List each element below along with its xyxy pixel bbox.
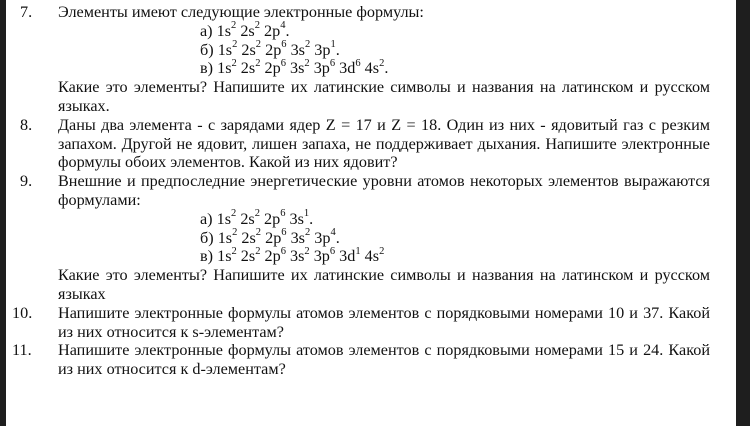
electron-count: 2	[255, 245, 261, 257]
orbital-term: $2p^6$	[265, 39, 287, 59]
electron-count: 4	[330, 227, 336, 239]
electron-count: 2	[231, 20, 237, 32]
orbital-term: $3s^2$	[290, 39, 311, 59]
electron-count: 4	[280, 20, 286, 32]
formula-tail: .	[335, 40, 340, 59]
orbital-term: $2p^6$	[264, 245, 286, 266]
formula-tail: .	[309, 209, 314, 228]
orbital-term: $1s^2$	[217, 39, 238, 59]
electron-count: 6	[280, 208, 286, 220]
electron-count: 2	[231, 58, 237, 69]
formula-label: б)	[200, 228, 218, 247]
orbital-term: $2p^4$	[264, 20, 286, 40]
electron-count: 6	[281, 39, 287, 51]
orbital-term: $3p^4$	[314, 227, 336, 247]
orbital-term: $3s^2$	[289, 245, 310, 266]
orbital-term: $2p^6$	[264, 58, 286, 78]
electron-count: 2	[304, 39, 311, 51]
formula-label: а)	[200, 209, 217, 228]
problem-7	[6, 3, 736, 116]
formula-line	[58, 22, 710, 41]
orbital-term: $3p^1$	[314, 39, 336, 59]
formula-line	[58, 247, 710, 266]
orbital-term: $3p^6$	[313, 245, 336, 266]
orbital-term: $4s^2$	[364, 58, 385, 78]
electron-count: 2	[232, 227, 238, 239]
orbital-term: $3d^1$	[339, 245, 361, 266]
formula-label: в)	[200, 59, 218, 78]
electron-count: 2	[255, 227, 262, 239]
electron-count: 2	[379, 58, 385, 69]
electron-count: 6	[280, 245, 286, 257]
electron-count: 2	[254, 20, 260, 32]
problem-number: 10.	[12, 303, 33, 322]
orbital-term: $4s^2$	[364, 245, 385, 266]
electron-count: 2	[255, 58, 261, 69]
problem-text: Напишите электронные формулы атомов элементов с порядковыми номерами 10 и 37. Какой из них относится к s-элементам?	[58, 303, 710, 341]
orbital-term: $3p^6$	[313, 58, 336, 78]
electron-count: 2	[304, 227, 311, 239]
problem-text: Напишите электронные формулы атомов элементов с порядковыми номерами 15 и 24. Какой из них относится к d-элементам?	[58, 341, 710, 379]
electron-count: 6	[329, 58, 336, 69]
electron-count: 2	[231, 208, 237, 220]
orbital-term: $3s^1$	[289, 208, 310, 228]
formula-tail: .	[335, 228, 340, 247]
orbital-term: $2s^2$	[240, 245, 261, 266]
orbital-term: $1s^2$	[216, 20, 237, 40]
orbital-term: $2s^2$	[240, 58, 261, 78]
problem-intro: Элементы имеют следующие электронные формулы:	[58, 3, 424, 21]
electron-count: 2	[232, 39, 238, 51]
electron-count: 2	[255, 39, 262, 51]
electron-count: 1	[330, 39, 336, 51]
orbital-term: $1s^2$	[217, 227, 238, 247]
formula-line	[58, 59, 710, 78]
orbital-term: $3d^6$	[339, 58, 361, 78]
electron-count: 6	[280, 58, 286, 69]
problem-question: Какие это элементы? Напишите их латинские символы и названия на латинском и русском языках.	[58, 78, 710, 115]
electron-count: 6	[329, 245, 336, 257]
problem-number: 11.	[12, 341, 32, 360]
electron-count: 1	[303, 208, 310, 220]
formula-tail: .	[384, 59, 389, 78]
problem-number: 8.	[20, 115, 33, 134]
problem-text: Даны два элемента - с зарядами ядер Z = 17 и Z = 18. Один из них - ядовитый газ с резким запахом. Другой не ядовит, лишен запаха, не поддерживает дыхания. Напишите электронные формулы обоих элементов. Какой из них ядовит?	[58, 115, 710, 172]
orbital-term: $2s^2$	[241, 39, 262, 59]
electron-count: 1	[355, 245, 361, 257]
electron-count: 6	[355, 58, 361, 69]
orbital-term: $3s^2$	[290, 227, 311, 247]
formula-label: в)	[200, 247, 218, 266]
problem-8	[6, 116, 736, 172]
problem-10	[6, 304, 736, 342]
problem-intro: Внешние и предпоследние энергетические уровни атомов некоторых элементов выражаются формулами:	[58, 172, 710, 209]
electron-count: 2	[231, 245, 237, 257]
electron-count: 6	[281, 227, 287, 239]
document-content	[6, 0, 736, 379]
orbital-term: $2s^2$	[241, 227, 262, 247]
orbital-term: $3s^2$	[289, 58, 310, 78]
problem-11	[6, 341, 736, 379]
problem-question: Какие это элементы? Напишите их латинские символы и названия на латинском и русском языках	[58, 266, 710, 303]
orbital-term: $2s^2$	[240, 208, 260, 228]
orbital-term: $1s^2$	[217, 58, 237, 78]
formula-label: б)	[200, 40, 218, 59]
orbital-term: $1s^2$	[216, 208, 237, 228]
formula-line	[58, 41, 710, 60]
electron-count: 2	[379, 245, 385, 257]
formula-line	[58, 210, 710, 229]
problem-number: 7.	[20, 3, 33, 21]
document-page	[6, 0, 736, 426]
electron-count: 2	[254, 208, 260, 220]
electron-count: 2	[304, 58, 310, 69]
orbital-term: $2s^2$	[240, 20, 260, 40]
orbital-term: $2p^6$	[265, 227, 287, 247]
formula-line	[58, 229, 710, 248]
problem-9	[6, 172, 736, 304]
orbital-term: $1s^2$	[217, 245, 237, 266]
formula-label: а)	[200, 21, 217, 40]
formula-tail: .	[285, 21, 290, 40]
orbital-term: $2p^6$	[264, 208, 286, 228]
electron-count: 2	[304, 245, 310, 257]
problem-number: 9.	[20, 172, 33, 191]
